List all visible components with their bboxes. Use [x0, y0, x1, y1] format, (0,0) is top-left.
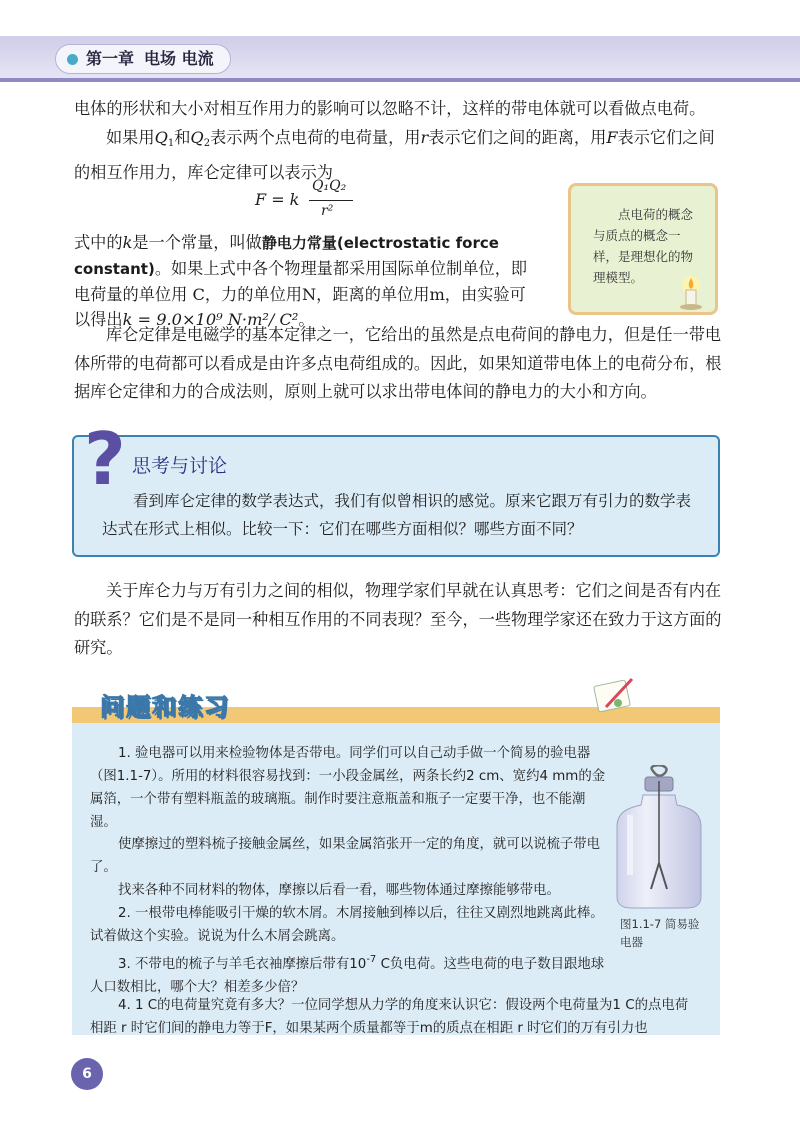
key-term: 静电力常量(electrostatic force constant)	[74, 234, 499, 278]
chapter-number: 第一章	[86, 49, 135, 68]
think-discuss-title: 思考与讨论	[132, 455, 228, 477]
body-paragraph-5: 关于库仑力与万有引力之间的相似，物理学家们早就在认真思考：它们之间是否有内在的联系？它们是不是同一种相互作用的不同表现？至今，一些物理学家还在致力于这方面的研究。	[74, 581, 722, 657]
think-discuss-box	[72, 417, 720, 557]
body-paragraph-4: 库仑定律是电磁学的基本定律之一，它给出的虽然是点电荷间的静电力，但是任一带电体所带的电荷都可以看成是由许多点电荷组成的。因此，如果知道带电体上的电荷分布，根据库仑定律和力的合成法则，原则上就可以求出带电体间的静电力的大小和方向。	[74, 325, 722, 401]
formula-lhs: F = k	[255, 190, 300, 209]
bullet-dot-icon	[67, 54, 78, 65]
think-discuss-text: 看到库仑定律的数学表达式，我们有似曾相识的感觉。原来它跟万有引力的数学表达式在形式上相似。比较一下：它们在哪些方面相似？哪些方面不同？	[102, 492, 692, 538]
body-paragraph-2: 如果用$Q_1$和$Q_2$表示两个点电荷的电荷量，用r表示它们之间的距离，用F表示它们之间的相互作用力，库仑定律可以表示为	[74, 128, 715, 182]
side-note	[568, 183, 718, 315]
formula-denominator: r²	[321, 203, 334, 219]
pen-paper-icon	[592, 673, 640, 715]
chapter-tab	[55, 44, 231, 74]
exercise-item-4: 4. 1 C的电荷量究竟有多大？一位同学想从力学的角度来认识它：假设两个电荷量为1 C的点电荷相距 r 时它们间的静电力等于F，如果某两个质量都等于m的质点在相距 r 时它们的万有引力也	[90, 998, 689, 1036]
page-number-badge: 6	[71, 1058, 103, 1090]
candle-icon	[677, 276, 705, 310]
body-line-1: 电体的形状和大小对相互作用力的影响可以忽略不计，这样的带电体就可以看做点电荷。	[74, 99, 706, 118]
body-paragraph-3: 式中的k是一个常量，叫做静电力常量(electrostatic force constant)。如果上式中各个物理量都采用国际单位制单位，即电荷量的单位用 C，力的单位用N，距离的单位用m，由实验可以得出k = 9.0×10⁹ N·m²/ C²。	[74, 233, 528, 329]
question-mark-icon: ?	[84, 417, 126, 501]
exercise-item-3: 3. 不带电的梳子与羊毛衣袖摩擦后带有$10^{-7}$ C负电荷。这些电荷的电子数目跟地球人口数相比，哪个大？相差多少倍？	[90, 954, 605, 995]
exercise-item-1-task: 找来各种不同材料的物体，摩擦以后看一看，哪些物体通过摩擦能够带电。	[118, 883, 560, 898]
figure-caption: 图1.1-7 简易验电器	[620, 917, 700, 949]
header-divider	[0, 78, 800, 82]
electroscope-figure	[615, 765, 705, 910]
exercise-item-1-note: 使摩擦过的塑料梳子接触金属丝，如果金属箔张开一定的角度，就可以说梳子带电了。	[90, 837, 601, 875]
coulomb-formula	[255, 176, 395, 226]
exercise-item-2: 2. 一根带电棒能吸引干燥的软木屑。木屑接触到棒以后，往往又剧烈地跳离此棒。试着做这个实验。说说为什么木屑会跳离。	[90, 906, 604, 944]
side-note-text: 点电荷的概念与质点的概念一样，是理想化的物理模型。	[593, 207, 694, 285]
exercise-item-1: 1. 验电器可以用来检验物体是否带电。同学们可以自己动手做一个简易的验电器（图1.1-7）。所用的材料很容易找到：一小段金属丝，两条长约2 cm、宽约4 mm的金属箔，一个带有塑料瓶盖的玻璃瓶。制作时要注意瓶盖和瓶子一定要干净，也不能潮湿。	[90, 746, 606, 830]
exercise-title: 问题和练习	[100, 693, 230, 721]
fraction-bar	[309, 200, 353, 201]
formula-numerator: Q₁Q₂	[312, 178, 347, 194]
chapter-title: 电场 电流	[144, 49, 214, 68]
